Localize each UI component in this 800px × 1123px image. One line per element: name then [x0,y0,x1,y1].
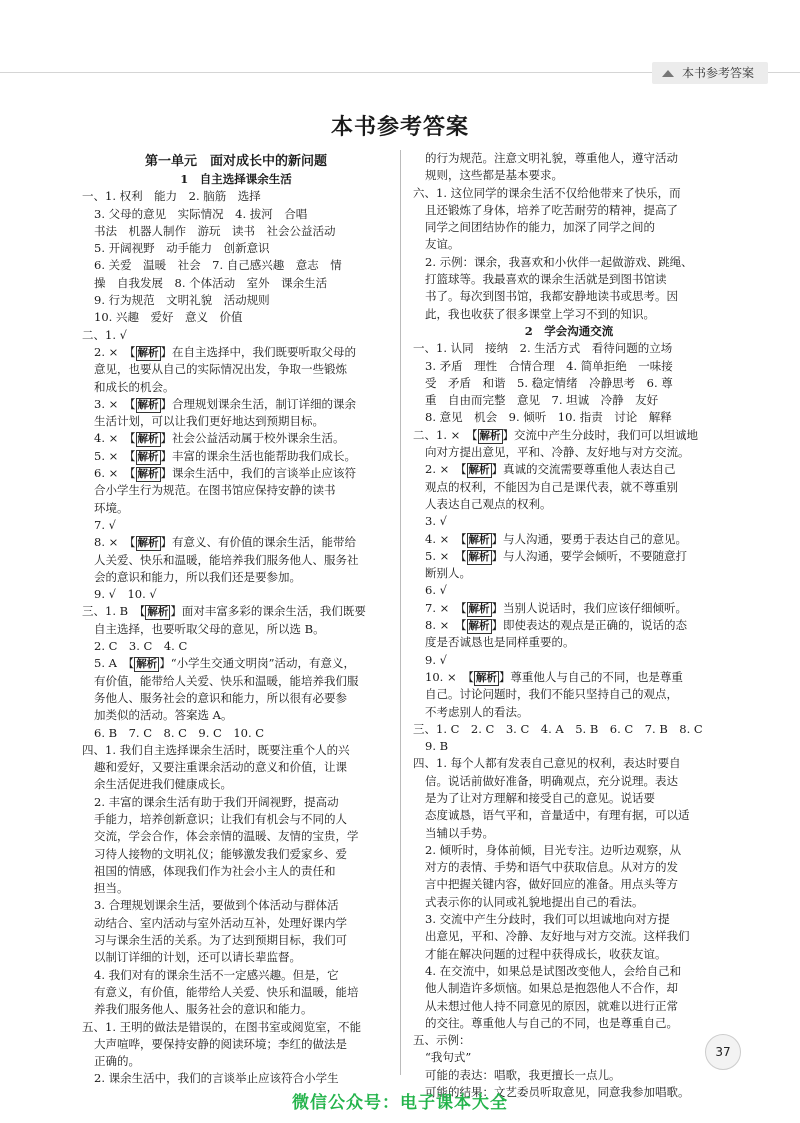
answer-text: 当别人说话时，我们应该仔细倾听。 [503,600,688,615]
answer-prefix: 5. × [94,448,119,463]
answer-line: 祖国的情感，体现我们作为社会小主人的责任和 [94,863,336,878]
answer-line: 态度诚恳，语气平和，音量适中，有理有据，可以适 [425,808,690,823]
answer-text: 社会公益活动属于校外课余生活。 [172,431,345,446]
answer-line: 务他人、服务社会的意识和能力，所以很有必要参 [94,690,347,705]
answer-text: 交流中产生分歧时，我们可以坦诚地 [514,427,699,442]
answer-line: 动结合、室内活动与室外活动互补，处理好课内学 [94,915,347,930]
answer-line: 操 自我发展 8. 个体活动 室外 课余生活 [94,275,328,290]
answer-line: 此，我也收获了很多课堂上学习不到的知识。 [425,306,655,321]
answer-line: 2. × 【 解析 】真诚的交流需要尊重他人表达自己 [425,462,676,477]
analysis-tag: 解析 [137,450,159,463]
analysis-tag: 解析 [475,671,497,684]
answer-line: 断别人。 [425,566,471,581]
analysis-tag: 解析 [479,429,501,442]
unit-title: 第一单元 面对成长中的新问题 [144,154,327,169]
answer-text: 课余生活中，我们的言谈举止应该符 [172,466,357,481]
answer-line: 9. √ 10. √ [94,587,157,602]
answer-line: 余生活促进我们健康成长。 [94,777,232,792]
answer-line: 7. √ [94,517,116,532]
triangle-icon [662,70,674,77]
page-number: 37 [705,1034,741,1070]
answer-line: 4. × 【 解析 】社会公益活动属于校外课余生活。 [94,431,345,446]
answer-line: 4. × 【 解析 】与人沟通，要勇于表达自己的意见。 [425,531,688,546]
answer-line: 和成长的机会。 [94,379,175,394]
answer-line: 担当。 [94,881,129,896]
answer-line: 规则，这些都是基本要求。 [425,168,563,183]
answer-line: 3. 合理规划课余生活，要做到个体活动与群体活 [94,898,339,913]
answer-text: 有意义、有价值的课余生活，能带给 [172,535,357,550]
answer-line: 养我们服务他人、服务社会的意识和能力。 [94,1002,313,1017]
answer-line: 受 矛盾 和谐 5. 稳定情绪 冷静思考 6. 尊 [425,375,673,390]
answer-text: “小学生交通文明岗”活动，有意义， [170,656,355,671]
answer-line: 对方的表情、手势和语气中获取信息。从对方的发 [425,860,678,875]
answer-line: 6. B 7. C 8. C 9. C 10. C [94,725,265,740]
answer-line: 式表示你的认同或礼貌地提出自己的看法。 [425,894,644,909]
answer-text: 即使表达的观点是正确的，说话的态 [503,618,688,633]
answer-line: 以制订详细的计划，还可以请长辈监督。 [94,950,301,965]
analysis-tag: 解析 [468,620,490,633]
answer-line: 7. × 【 解析 】当别人说话时，我们应该仔细倾听。 [425,600,688,615]
answer-line: 度是否诚恳也是同样重要的。 [425,635,575,650]
answer-line: 习与课余生活的关系。为了达到预期目标，我们可 [94,933,347,948]
header-tab-label: 本书参考答案 [681,66,754,80]
analysis-tag: 解析 [137,346,159,359]
answer-text: 丰富的课余生活也能帮助我们成长。 [172,448,357,463]
answer-line: 加类似的活动。答案选 A。 [94,708,233,723]
answer-line: 8. × 【 解析 】有意义、有价值的课余生活，能带给 [94,535,357,550]
answer-line: 正确的。 [94,1054,140,1069]
answer-line: 2. 课余生活中，我们的言谈举止应该符合小学生 [94,1071,339,1086]
answer-text: 真诚的交流需要尊重他人表达自己 [503,462,676,477]
answer-line: 习待人接物的文明礼仪；能够激发我们爱家乡、爱 [94,846,347,861]
answer-line: 是为了让对方理解和接受自己的意见。说话要 [425,790,655,805]
column-divider [400,150,401,1075]
answer-line: 四、1. 每个人都有发表自己意见的权利，表达时要自 [413,756,681,771]
answer-line: 自主选择，也要听取父母的意见，所以选 B。 [94,621,325,636]
answer-line: 8. × 【 解析 】即使表达的观点是正确的，说话的态 [425,618,688,633]
answer-line: 他人制造许多烦恼。如果总是抱怨他人不合作，却 [425,981,678,996]
answer-prefix: 8. × [425,618,450,633]
answer-line: 友谊。 [425,237,460,252]
answer-line: 向对方提出意见，平和、冷静、友好地与对方交流。 [425,445,690,460]
answer-prefix: 3. × [94,396,119,411]
analysis-tag: 解析 [136,658,158,671]
answer-text: 尊重他人与自己的不同，也是尊重 [510,669,683,684]
answer-line: 3. 父母的意见 实际情况 4. 拔河 合唱 [94,206,308,221]
analysis-tag: 解析 [147,606,169,619]
answer-line: 的交往。尊重他人与自己的不同，也是尊重自己。 [425,1015,678,1030]
answer-line: 言中把握关键内容，做好回应的准备。用点头等方 [425,877,678,892]
answer-line: 10. 兴趣 爱好 意义 价值 [94,310,243,325]
answer-prefix: 6. × [94,466,119,481]
page-title: 本书参考答案 [330,114,469,140]
answer-line: 大声喧哗，要保持安静的阅读环境；李红的做法是 [94,1036,347,1051]
answer-line: 打篮球等。我最喜欢的课余生活就是到图书馆读 [425,272,667,287]
left-column [82,150,390,1088]
answer-prefix: 4. × [94,431,119,446]
answer-line: 交流，学会合作，体会亲情的温暖、友情的宝贵，学 [94,829,359,844]
answer-line: 可能的表达：唱歌，我更擅长一点儿。 [425,1067,621,1082]
answer-text: 在自主选择中，我们既要听取父母的 [172,344,357,359]
analysis-tag: 解析 [468,533,490,546]
answer-line: 3. × 【 解析 】合理规划课余生活，制订详细的课余 [94,396,357,411]
answer-line: 会的意识和能力，所以我们还是要参加。 [94,569,301,584]
answer-prefix: 8. × [94,535,119,550]
answer-line: 5. × 【 解析 】与人沟通，要学会倾听，不要随意打 [425,548,688,563]
answer-line: 6. × 【 解析 】课余生活中，我们的言谈举止应该符 [94,466,357,481]
answer-text: 合理规划课余生活，制订详细的课余 [172,396,357,411]
answer-line: 二、1. × 【 解析 】交流中产生分歧时，我们可以坦诚地 [413,427,699,442]
answer-line: 三、1. B 【 解析 】面对丰富多彩的课余生活，我们既要 [82,604,366,619]
analysis-tag: 解析 [468,602,490,615]
footer-watermark: 微信公众号：电子课本大全 [292,1093,508,1113]
answer-line: 5. × 【 解析 】丰富的课余生活也能帮助我们成长。 [94,448,357,463]
answer-line: 2. 倾听时，身体前倾，目光专注。边听边观察，从 [425,842,682,857]
answer-line: 9. 行为规范 文明礼貌 活动规则 [94,293,270,308]
right-column [413,150,725,1101]
answer-line: 自己。讨论问题时，我们不能只坚持自己的观点， [425,687,678,702]
answer-line: 且还锻炼了身体，培养了吃苦耐劳的精神，提高了 [425,202,678,217]
analysis-tag: 解析 [468,550,490,563]
answer-prefix: 二、1. × [413,427,461,442]
answer-line: 重 自由而完整 意见 7. 坦诚 冷静 友好 [425,393,659,408]
answer-line: 六、1. 这位同学的课余生活不仅给他带来了快乐，而 [413,185,681,200]
answer-line: 二、1. √ [82,327,127,342]
answer-line: 四、1. 我们自主选择课余生活时，既要注重个人的兴 [82,742,350,757]
answer-line: 5. 开阔视野 动手能力 创新意识 [94,241,270,256]
answer-line: “我句式” [425,1050,472,1065]
answer-line: 人表达自己观点的权利。 [425,496,552,511]
answer-line: 三、1. C 2. C 3. C 4. A 5. B 6. C 7. B 8. C [413,721,703,736]
answer-prefix: 7. × [425,600,450,615]
answer-line: 3. √ [425,514,447,529]
answer-prefix: 10. × [425,669,457,684]
header-tab [652,62,768,84]
answer-line: 合小学生行为规范。在图书馆应保持安静的读书 [94,483,336,498]
answer-line: 10. × 【 解析 】尊重他人与自己的不同，也是尊重 [425,669,683,684]
answer-line: 9. B [425,739,449,754]
answer-line: 环境。 [94,500,129,515]
answer-prefix: 三、1. B [82,604,129,619]
answer-line: 五、1. 王明的做法是错误的，在图书室或阅览室，不能 [82,1019,362,1034]
answer-line: 9. √ [425,652,447,667]
answer-line: 信。说话前做好准备，明确观点，充分说理。表达 [425,773,678,788]
answer-prefix: 2. × [94,344,119,359]
answer-line: 书法 机器人制作 游玩 读书 社会公益活动 [94,223,336,238]
answer-line: 3. 交流中产生分歧时，我们可以坦诚地向对方提 [425,912,670,927]
answer-line: 生活计划，可以让我们更好地达到预期目标。 [94,414,324,429]
answer-line: 4. 在交流中，如果总是试图改变他人，会给自己和 [425,963,682,978]
answer-line: 6. √ [425,583,447,598]
answer-line: 趣和爱好，又要注重课余活动的意义和价值，让课 [94,760,347,775]
answer-line: 意见，也要从自己的实际情况出发，争取一些锻炼 [94,362,347,377]
answer-line: 从未想过他人持不同意见的原因，就难以进行正常 [425,998,678,1013]
section-title: 1 自主选择课余生活 [180,172,292,186]
analysis-tag: 解析 [137,468,159,481]
answer-line: 6. 关爱 温暖 社会 7. 自己感兴趣 意志 情 [94,258,342,273]
analysis-tag: 解析 [137,537,159,550]
answer-line: 3. 矛盾 理性 合情合理 4. 简单拒绝 一味接 [425,358,673,373]
answer-line: 2. 示例：课余，我喜欢和小伙伴一起做游戏、跳绳、 [425,254,693,269]
answer-line: 可能的结果：文艺委员听取意见，同意我参加唱歌。 [425,1085,690,1100]
answer-line: 五、示例： [413,1033,471,1048]
answer-line: 当辅以手势。 [425,825,494,840]
answer-line: 的行为规范。注意文明礼貌，尊重他人，遵守活动 [425,151,678,165]
answer-line: 一、1. 认同 接纳 2. 生活方式 看待问题的立场 [413,341,673,356]
answer-line: 才能在解决问题的过程中获得成长，收获友谊。 [425,946,667,961]
answer-line: 手能力，培养创新意识；让我们有机会与不同的人 [94,811,347,826]
answer-prefix: 2. × [425,462,450,477]
answer-prefix: 5. × [425,548,450,563]
answer-line: 人关爱、快乐和温暖，能培养我们服务他人、服务社 [94,552,359,567]
answer-prefix: 4. × [425,531,450,546]
answer-line: 同学之间团结协作的能力，加深了同学之间的 [425,220,655,235]
answer-line: 有意义，有价值，能带给人关爱、快乐和温暖，能培 [94,984,359,999]
answer-line: 2. C 3. C 4. C [94,639,188,654]
answer-line: 观点的权利，不能因为自己是课代表，就不尊重别 [425,479,678,494]
answer-text: 与人沟通，要勇于表达自己的意见。 [503,531,688,546]
analysis-tag: 解析 [137,398,159,411]
answer-line: 2. 丰富的课余生活有助于我们开阔视野，提高动 [94,794,339,809]
answer-line: 不考虑别人的看法。 [425,704,529,719]
answer-line: 一、1. 权利 能力 2. 脑筋 选择 [82,189,261,204]
answer-line: 书了。每次到图书馆，我都安静地读书或思考。因 [425,289,678,304]
section-title: 2 学会沟通交流 [524,323,614,338]
analysis-tag: 解析 [468,464,490,477]
answer-line: 4. 我们对有的课余生活不一定感兴趣。但是，它 [94,967,339,982]
answer-text: 与人沟通，要学会倾听，不要随意打 [503,548,688,563]
answer-line: 出意见，平和、冷静、友好地与对方交流。这样我们 [425,929,690,944]
answer-line: 2. × 【 解析 】在自主选择中，我们既要听取父母的 [94,344,357,359]
answer-text: 面对丰富多彩的课余生活，我们既要 [181,604,366,619]
answer-prefix: 5. A [94,656,117,671]
answer-line: 5. A 【 解析 】“小学生交通文明岗”活动，有意义， [94,656,355,671]
answer-line: 8. 意见 机会 9. 倾听 10. 指责 讨论 解释 [425,410,672,425]
answer-line: 有价值，能带给人关爱、快乐和温暖，能培养我们服 [94,673,359,688]
analysis-tag: 解析 [137,433,159,446]
